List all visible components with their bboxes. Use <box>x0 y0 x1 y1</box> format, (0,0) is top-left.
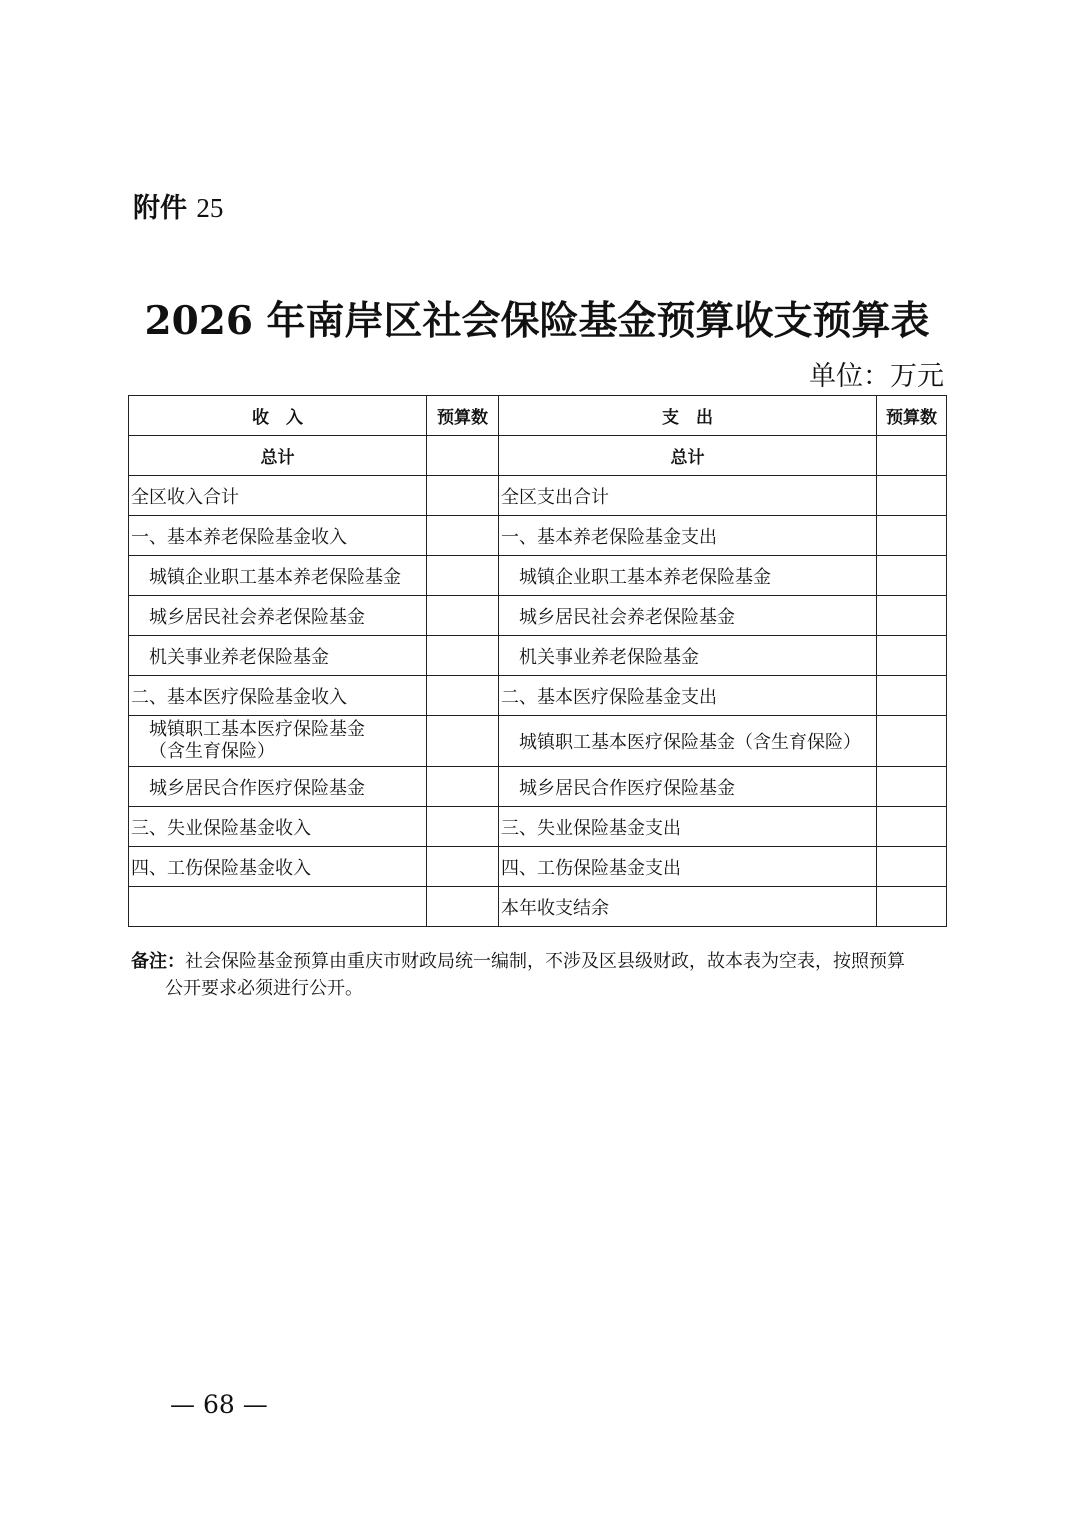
expense-item: 城乡居民社会养老保险基金 <box>499 596 877 636</box>
attachment-label-text: 附件 <box>133 193 187 224</box>
expense-value <box>877 516 947 556</box>
page-number: — 68 — <box>170 1390 268 1419</box>
total-row <box>129 436 947 476</box>
expense-item: 二、基本医疗保险基金支出 <box>499 676 877 716</box>
expense-item: 全区支出合计 <box>499 476 877 516</box>
expense-value <box>877 716 947 767</box>
income-item: 全区收入合计 <box>129 476 427 516</box>
income-value <box>427 636 499 676</box>
table-row <box>129 847 947 887</box>
table-row <box>129 556 947 596</box>
expense-item: 四、工伤保险基金支出 <box>499 847 877 887</box>
page-title: 2026 年南岸区社会保险基金预算收支预算表 <box>144 298 930 344</box>
income-total: 总计 <box>129 436 427 476</box>
note-line2: 公开要求必须进行公开。 <box>165 978 363 999</box>
expense-item: 一、基本养老保险基金支出 <box>499 516 877 556</box>
expense-value <box>877 807 947 847</box>
table-row <box>129 596 947 636</box>
income-value <box>427 596 499 636</box>
unit-label: 单位：万元 <box>809 361 944 392</box>
expense-item: 城镇职工基本医疗保险基金（含生育保险） <box>499 716 877 767</box>
expense-item: 城镇企业职工基本养老保险基金 <box>499 556 877 596</box>
income-item <box>129 887 427 927</box>
note-line1: 社会保险基金预算由重庆市财政局统一编制，不涉及区县级财政，故本表为空表，按照预算 <box>185 951 905 972</box>
table-row <box>129 887 947 927</box>
income-item-line2: （含生育保险） <box>149 741 275 762</box>
income-value <box>427 767 499 807</box>
expense-total: 总计 <box>499 436 877 476</box>
expense-value <box>877 556 947 596</box>
income-item-line1: 城镇职工基本医疗保险基金 <box>149 719 365 740</box>
table-header-row <box>129 396 947 436</box>
header-expense-budget: 预算数 <box>877 396 947 436</box>
expense-item: 三、失业保险基金支出 <box>499 807 877 847</box>
expense-value <box>877 476 947 516</box>
income-value <box>427 476 499 516</box>
income-total-value <box>427 436 499 476</box>
table-row <box>129 476 947 516</box>
attachment-number: 25 <box>196 193 224 223</box>
table-row <box>129 676 947 716</box>
expense-item: 本年收支结余 <box>499 887 877 927</box>
header-income-budget: 预算数 <box>427 396 499 436</box>
income-item: 城镇企业职工基本养老保险基金 <box>129 556 427 596</box>
expense-value <box>877 887 947 927</box>
income-item: 机关事业养老保险基金 <box>129 636 427 676</box>
income-item: 城乡居民合作医疗保险基金 <box>129 767 427 807</box>
income-value <box>427 807 499 847</box>
table-row <box>129 767 947 807</box>
budget-table <box>128 395 947 927</box>
table-row <box>129 716 947 767</box>
attachment-label <box>133 186 223 225</box>
income-value <box>427 716 499 767</box>
expense-value <box>877 767 947 807</box>
expense-total-value <box>877 436 947 476</box>
header-income: 收 入 <box>129 396 427 436</box>
note-label: 备注： <box>131 951 185 972</box>
income-item: 四、工伤保险基金收入 <box>129 847 427 887</box>
table-row <box>129 516 947 556</box>
income-value <box>427 516 499 556</box>
income-item: 二、基本医疗保险基金收入 <box>129 676 427 716</box>
income-value <box>427 847 499 887</box>
expense-value <box>877 847 947 887</box>
expense-value <box>877 596 947 636</box>
table-row <box>129 636 947 676</box>
income-value <box>427 556 499 596</box>
table-row <box>129 807 947 847</box>
income-item: 一、基本养老保险基金收入 <box>129 516 427 556</box>
header-expense: 支 出 <box>499 396 877 436</box>
expense-value <box>877 676 947 716</box>
income-item <box>129 716 427 767</box>
expense-item: 机关事业养老保险基金 <box>499 636 877 676</box>
income-value <box>427 676 499 716</box>
income-value <box>427 887 499 927</box>
table-note <box>131 948 946 1002</box>
income-item: 城乡居民社会养老保险基金 <box>129 596 427 636</box>
income-item: 三、失业保险基金收入 <box>129 807 427 847</box>
expense-item: 城乡居民合作医疗保险基金 <box>499 767 877 807</box>
expense-value <box>877 636 947 676</box>
